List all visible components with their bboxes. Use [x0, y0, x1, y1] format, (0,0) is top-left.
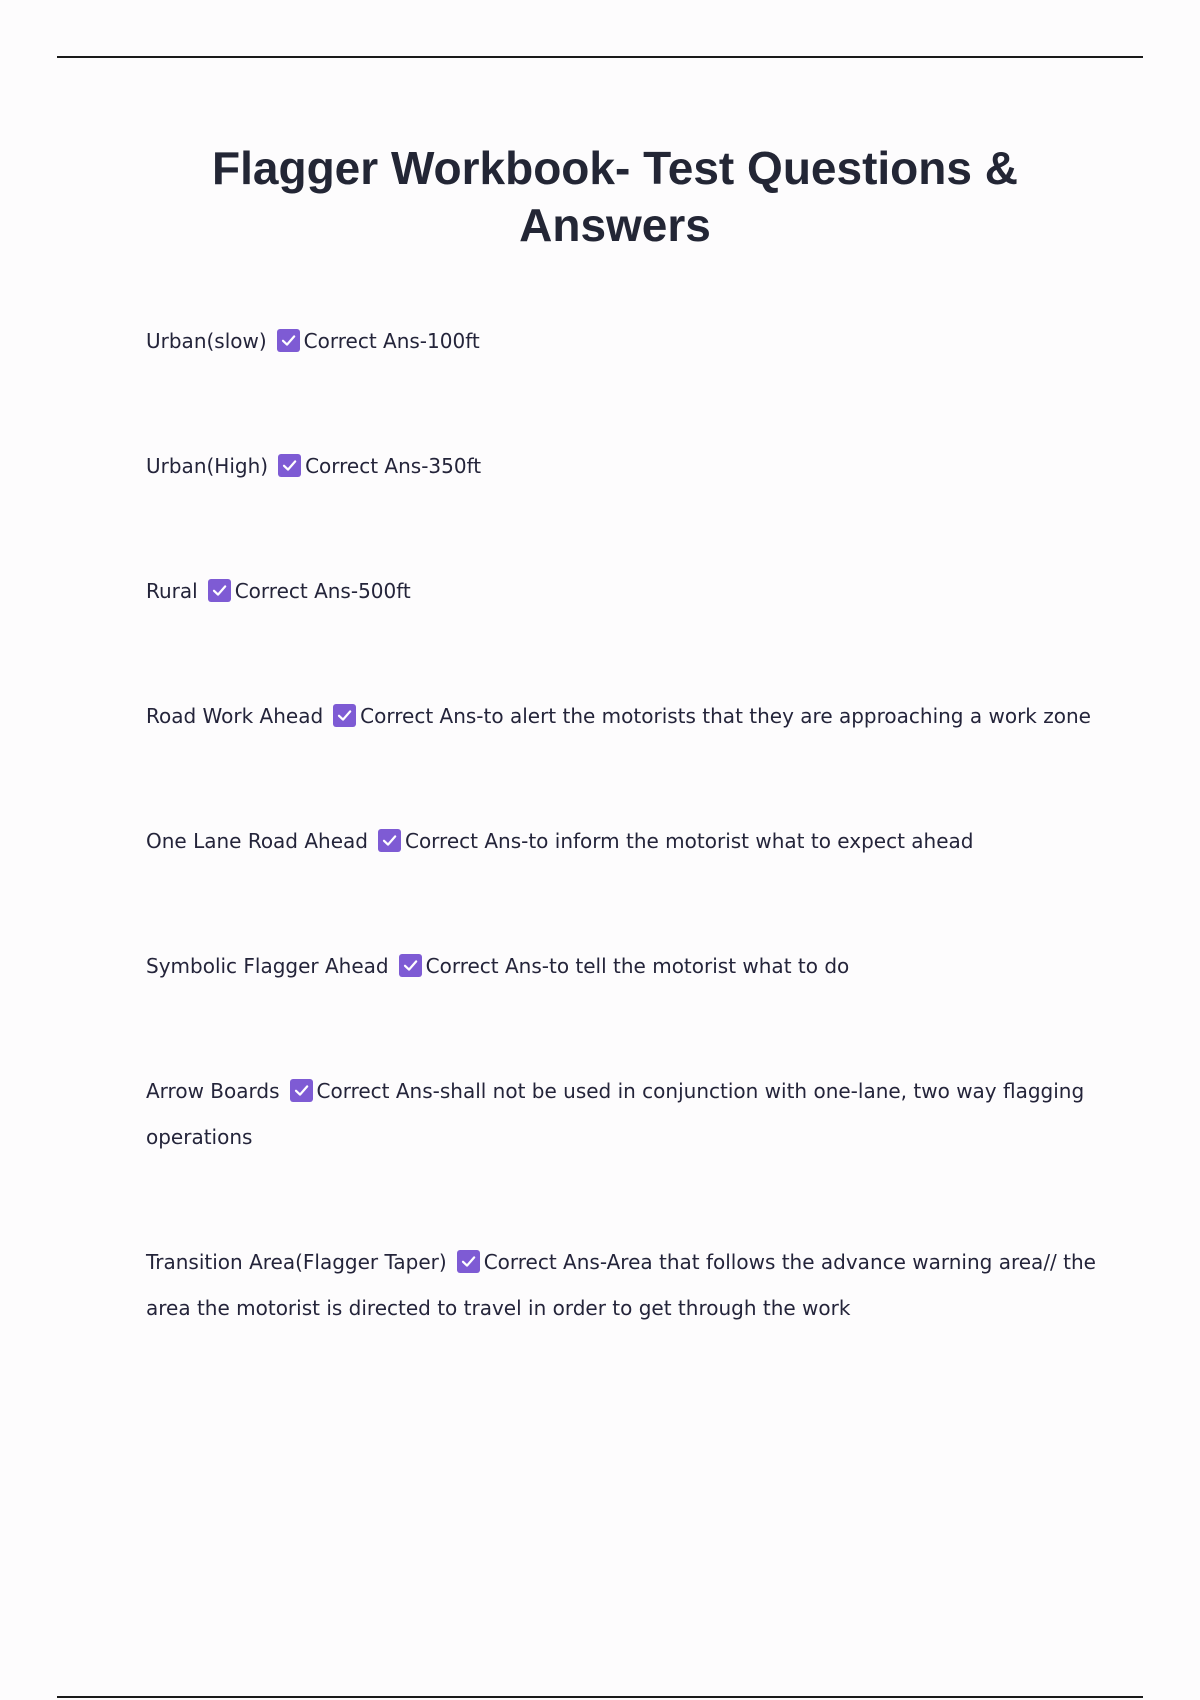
qa-term: One Lane Road Ahead	[146, 829, 368, 853]
checkbox-checked-icon	[290, 1079, 313, 1102]
qa-answer: Correct Ans-shall not be used in conjunction with one-lane, two way flagging operations	[146, 1079, 1085, 1149]
qa-term: Urban(slow)	[146, 329, 267, 353]
checkbox-checked-icon	[278, 454, 301, 477]
qa-item	[146, 568, 1106, 614]
qa-item	[146, 818, 1106, 864]
checkbox-checked-icon	[378, 829, 401, 852]
qa-term: Road Work Ahead	[146, 704, 324, 728]
qa-answer: Correct Ans-100ft	[303, 329, 480, 353]
checkbox-checked-icon	[208, 579, 231, 602]
document-title: Flagger Workbook- Test Questions & Answers	[212, 142, 1018, 251]
qa-term: Arrow Boards	[146, 1079, 280, 1103]
qa-item	[146, 943, 1106, 989]
qa-item	[146, 443, 1106, 489]
qa-list	[146, 318, 1106, 1410]
qa-answer: Correct Ans-to inform the motorist what to expect ahead	[404, 829, 974, 853]
qa-answer: Correct Ans-Area that follows the advance warning area// the area the motorist is directed to travel in order to get through the work	[146, 1250, 1096, 1320]
qa-answer: Correct Ans-350ft	[305, 454, 482, 478]
qa-item	[146, 1239, 1106, 1331]
qa-item	[146, 693, 1106, 739]
qa-term: Rural	[146, 579, 198, 603]
qa-answer: Correct Ans-500ft	[234, 579, 411, 603]
top-rule	[57, 56, 1143, 58]
qa-answer: Correct Ans-to alert the motorists that they are approaching a work zone	[360, 704, 1091, 728]
qa-term: Transition Area(Flagger Taper)	[146, 1250, 447, 1274]
checkbox-checked-icon	[399, 954, 422, 977]
bottom-rule	[57, 1696, 1143, 1698]
qa-term: Urban(High)	[146, 454, 269, 478]
checkbox-checked-icon	[333, 704, 356, 727]
qa-item	[146, 318, 1106, 364]
qa-answer: Correct Ans-to tell the motorist what to do	[425, 954, 850, 978]
checkbox-checked-icon	[277, 329, 300, 352]
qa-item	[146, 1068, 1106, 1160]
qa-term: Symbolic Flagger Ahead	[146, 954, 389, 978]
checkbox-checked-icon	[457, 1250, 480, 1273]
